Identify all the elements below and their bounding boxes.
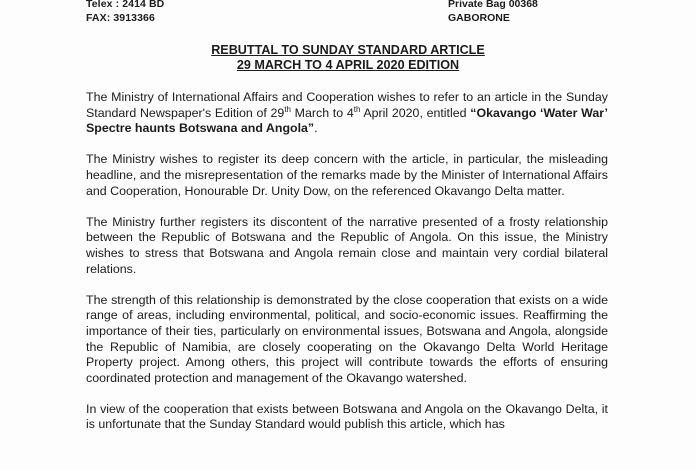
paragraph-4: The strength of this relationship is demonstrated by the close cooperation that exists on a wide range of areas, including environmental, political, and socio-economic issues. Reaffirming the importance of their ties, particularly on environmental issues, Botswana and Angola, alongside the Republic of Namibia, are closely cooperating on the Okavango Delta World Heritage Property project. Among others, this project will contribute towards the efforts of ensuring coordinated protection and management of the Okavango watershed. xyxy=(86,292,608,385)
paragraph-1 xyxy=(86,90,608,137)
p1-text-d: . xyxy=(314,121,318,136)
paragraph-3: The Ministry further registers its discontent of the narrative presented of a frosty relationship between the Republic of Botswana and the Republic of Angola. On this issue, the Ministry wishes to stress that Botswana and Angola remain close and maintain very cordial bilateral relations. xyxy=(86,214,608,276)
contact-block xyxy=(86,0,164,25)
title-line-1: REBUTTAL TO SUNDAY STANDARD ARTICLE xyxy=(211,43,485,57)
p1-sup-1: th xyxy=(284,104,291,114)
p1-text-a: The Ministry of International Affairs and Cooperation wishes to refer to an article in the Sunday Standard Newspaper's Edition of 29 xyxy=(86,90,608,120)
paragraph-2: The Ministry wishes to register its deep concern with the article, in particular, the misleading headline, and the misrepresentation of the remarks made by the Minister of International Affairs and Cooperation, Honourable Dr. Unity Dow, on the referenced Okavango Delta matter. xyxy=(86,152,608,198)
p1-text-c: April 2020, entitled xyxy=(360,105,467,120)
document-title xyxy=(0,43,696,73)
article-headline: “Okavango ‘Water War’ Spectre haunts Botswana and Angola” xyxy=(86,105,608,136)
p1-text-b: March to 4 xyxy=(290,105,354,120)
p1-sup-2: th xyxy=(353,104,361,114)
document-body xyxy=(86,90,608,449)
city-line: GABORONE xyxy=(448,12,510,24)
private-bag-line: Private Bag 00368 xyxy=(448,0,538,10)
address-block xyxy=(448,0,538,25)
telex-line: Telex : 2414 BD xyxy=(86,0,165,10)
paragraph-5: In view of the cooperation that exists between Botswana and Angola on the Okavango Delta, it is unfortunate that the Sunday Standard would publish this article, which has xyxy=(86,401,608,432)
title-line-2: 29 MARCH TO 4 APRIL 2020 EDITION xyxy=(236,58,460,72)
fax-line: FAX: 3913366 xyxy=(86,12,155,24)
